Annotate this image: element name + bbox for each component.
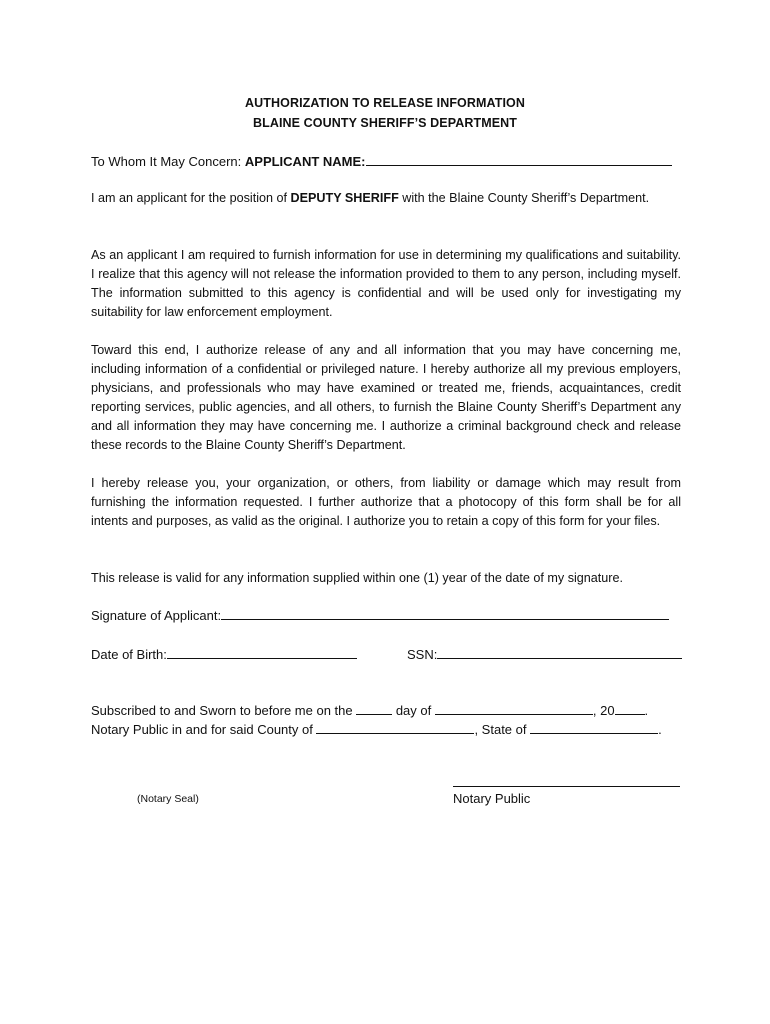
greeting-line — [91, 152, 672, 169]
dob-field[interactable] — [167, 645, 357, 659]
position-paragraph — [91, 189, 681, 208]
authorization-paragraph: Toward this end, I authorize release of any and all information that you may have concerning me, including information of a confidential or privileged nature. I hereby authorize all my previous employers, physicians, and professionals who may have examined or treated me, friends, acquaintances, credit reporting services, public agencies, and all others, to furnish the Blaine County Sheriff’s Department any and all information they may have concerning me. I authorize a criminal background check and release these records to the Blaine County Sheriff’s Department. — [91, 343, 681, 452]
release-paragraph: I hereby release you, your organization, or others, from liability or damage which may result from furnishing the information requested. I further authorize that a photocopy of this form shall be for all intents and purposes, as valid as the original. I authorize you to retain a copy of this form for your files. — [91, 476, 681, 528]
position-text-after: with the Blaine County Sheriff’s Department. — [398, 191, 650, 205]
notary-county-line — [91, 720, 662, 737]
notary-public-label: Notary Public — [453, 791, 531, 806]
sworn-day-field[interactable] — [356, 701, 392, 715]
signature-field[interactable] — [221, 606, 669, 620]
county-period: . — [658, 722, 662, 737]
notary-signature-field[interactable] — [453, 786, 680, 787]
ssn-label: SSN: — [407, 647, 438, 662]
signature-label: Signature of Applicant: — [91, 608, 222, 623]
position-title: DEPUTY SHERIFF — [290, 191, 399, 205]
applicant-name-field[interactable] — [366, 152, 672, 166]
county-field[interactable] — [316, 720, 474, 734]
department-title: BLAINE COUNTY SHERIFF’S DEPARTMENT — [252, 116, 518, 130]
day-of-text: day of — [392, 703, 435, 718]
greeting-prefix: To Whom It May Concern: — [91, 154, 245, 169]
signature-line — [91, 606, 669, 623]
dob-label: Date of Birth: — [91, 647, 167, 662]
sworn-text: Subscribed to and Sworn to before me on the — [91, 703, 357, 718]
notary-sworn-line — [91, 701, 648, 718]
sworn-period: . — [644, 703, 649, 718]
document-title: AUTHORIZATION TO RELEASE INFORMATION — [245, 96, 525, 110]
ssn-field[interactable] — [437, 645, 682, 659]
state-of-text: , State of — [474, 722, 531, 737]
ssn-line — [407, 645, 682, 662]
validity-paragraph: This release is valid for any information supplied within one (1) year of the date of my signature. — [91, 571, 624, 585]
sworn-month-field[interactable] — [435, 701, 593, 715]
state-field[interactable] — [530, 720, 658, 734]
county-text: Notary Public in and for said County of — [91, 722, 317, 737]
year-prefix-text: , 20 — [592, 703, 615, 718]
notary-seal-label: (Notary Seal) — [137, 793, 199, 805]
dob-line — [91, 645, 357, 662]
sworn-year-field[interactable] — [615, 701, 645, 715]
applicant-name-label: APPLICANT NAME: — [244, 154, 366, 169]
requirement-paragraph: As an applicant I am required to furnish information for use in determining my qualifications and suitability. I realize that this agency will not release the information provided to them to any person, including myself. The information submitted to this agency is confidential and will be used only for investigating my suitability for law enforcement employment. — [91, 248, 681, 319]
position-text-before: I am an applicant for the position of — [91, 191, 291, 205]
